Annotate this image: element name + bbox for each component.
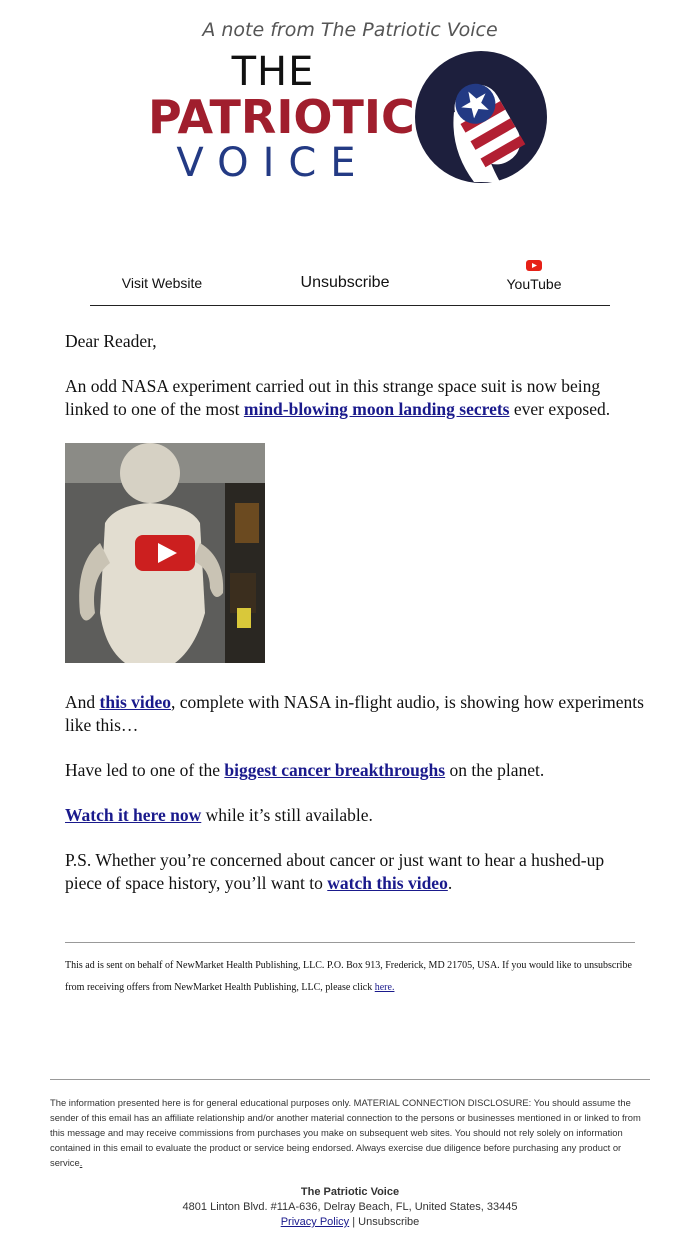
brand-logo: [148, 49, 415, 186]
p5-before: P.S. Whether you’re concerned about cancer or just want to hear a hushed-up piece of space history, you’ll want to: [65, 850, 605, 893]
youtube-link[interactable]: [482, 258, 586, 292]
ad-notice: [65, 955, 645, 999]
paragraph-watch: [65, 804, 645, 827]
email-body: [65, 330, 645, 917]
logo-line-voice: VOICE: [176, 140, 370, 186]
logo-line-the: THE: [231, 49, 315, 95]
p2-before: And: [65, 692, 100, 712]
p4-after: while it’s still available.: [201, 805, 373, 825]
watch-this-video-link[interactable]: watch this video: [327, 873, 448, 893]
this-video-link[interactable]: this video: [99, 692, 171, 712]
watch-here-link[interactable]: Watch it here now: [65, 805, 202, 825]
nav-bar: [90, 252, 610, 306]
disclosure-text: The information presented here is for general educational purposes only. MATERIAL CONNECTION DISCLOSURE: You should assume the sender of this email has an affiliate relationship and/or another material connection to the persons or businesses mentioned in or linked to from this message and may receive commissions from purchases you make on subsequent web sites. You should not rely solely on information contained in this email to evaluate the product or service being endorsed. Always exercise due diligence before purchasing any product or service: [50, 1097, 641, 1168]
privacy-policy-link[interactable]: Privacy Policy: [280, 1216, 350, 1228]
p1-before: An odd NASA experiment carried out in this strange space suit is now being linked to one of the most: [65, 376, 601, 419]
cancer-breakthroughs-link[interactable]: biggest cancer breakthroughs: [224, 760, 446, 780]
youtube-label: YouTube: [506, 276, 562, 292]
p2-after: , complete with NASA in-flight audio, is showing how experiments like this…: [65, 692, 644, 735]
footer-unsubscribe-link[interactable]: Unsubscribe: [358, 1216, 420, 1228]
ad-notice-text: This ad is sent on behalf of NewMarket Health Publishing, LLC. P.O. Box 913, Frederick, MD 21705, USA. If you would like to unsubscribe from receiving offers from NewMarket Health Publishing, LLC, please click: [65, 960, 632, 993]
youtube-icon: [526, 260, 542, 271]
footer-address: 4801 Linton Blvd. #11A-636, Delray Beach, FL, United States, 33445: [182, 1201, 518, 1213]
footer-separator: |: [349, 1216, 359, 1228]
moon-secrets-link[interactable]: mind-blowing moon landing secrets: [243, 399, 510, 419]
disclosure-end-link[interactable]: .: [79, 1157, 83, 1168]
visit-website-link[interactable]: Visit Website: [121, 275, 203, 291]
p3-after: on the planet.: [445, 760, 545, 780]
footer-company-name: The Patriotic Voice: [300, 1186, 400, 1198]
p1-after: ever exposed.: [509, 399, 611, 419]
paragraph-intro: [65, 375, 645, 421]
paragraph-ps: [65, 849, 645, 895]
disclosure: [50, 1095, 652, 1170]
ad-unsubscribe-here-link[interactable]: here.: [374, 982, 395, 993]
p3-before: Have led to one of the: [65, 760, 225, 780]
video-thumbnail[interactable]: [65, 443, 265, 663]
greeting: Dear Reader,: [65, 331, 157, 351]
divider: [50, 1079, 650, 1080]
header-tagline: A note from The Patriotic Voice: [202, 19, 498, 41]
paragraph-video: [65, 691, 645, 737]
microphone-badge-icon: [414, 50, 548, 184]
divider: [65, 942, 635, 943]
logo-line-patriotic: PATRIOTIC: [148, 90, 415, 144]
footer-links: [0, 1215, 700, 1230]
unsubscribe-link[interactable]: Unsubscribe: [300, 274, 390, 291]
p5-after: .: [447, 873, 453, 893]
footer: [0, 1185, 700, 1230]
paragraph-cancer: [65, 759, 645, 782]
